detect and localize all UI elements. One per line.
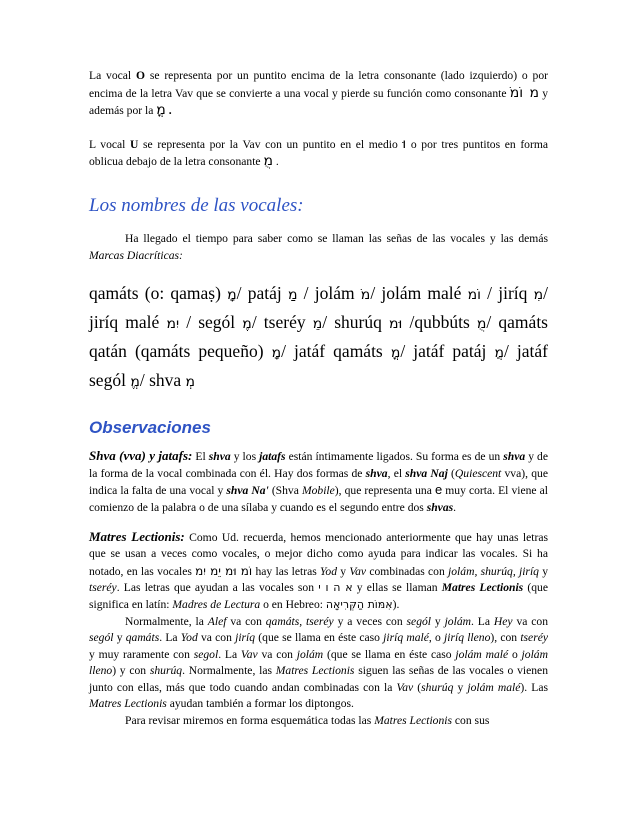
text: y bbox=[337, 564, 350, 578]
hebrew-glyph: ֹמ bbox=[529, 84, 539, 101]
text: Para revisar miremos en forma esquemática todas las bbox=[125, 714, 375, 728]
hebrew-glyph: מֵ bbox=[312, 316, 323, 333]
text: (Shva bbox=[268, 484, 302, 498]
text: Alef bbox=[207, 614, 227, 628]
vowel-name: / shurúq bbox=[322, 312, 390, 333]
text: va con bbox=[512, 614, 548, 628]
text: va con bbox=[257, 647, 297, 661]
text: Matres Lectionis bbox=[275, 664, 355, 678]
vowel-letter-u: U bbox=[130, 137, 139, 151]
hebrew-glyph: מָ bbox=[227, 287, 237, 304]
hebrew-glyph: וֹמ וּמ יֵמ יִמ bbox=[195, 563, 253, 578]
shva-paragraph bbox=[89, 448, 548, 516]
text: están íntimamente ligados. Su forma es de un bbox=[285, 450, 504, 464]
hebrew-glyph: ֻמ bbox=[263, 153, 273, 170]
text: , o bbox=[428, 631, 445, 645]
vowel-name-list bbox=[89, 280, 548, 396]
text: o por tres puntitos en forma oblicua debajo de la letra consonante bbox=[89, 137, 549, 169]
hebrew-glyph: וֹמ bbox=[509, 84, 524, 101]
text: Yod bbox=[320, 564, 337, 578]
text: se representa por un puntito encima de la letra consonante (lado izquierdo) o por encima de la letra Vav que se convierte a una vocal y pierde su función como consonante bbox=[89, 69, 548, 100]
text: Ha llegado el tiempo para saber como se llaman las señas de las vocales y las demás bbox=[125, 231, 548, 245]
text: jolám bbox=[296, 647, 324, 661]
hebrew-glyph: ֹמ bbox=[360, 287, 371, 304]
text: y muy raramente con bbox=[89, 647, 194, 661]
vowel-name: / tseréy bbox=[251, 312, 313, 333]
text: Matres Lectionis bbox=[374, 714, 453, 728]
text: tseréy bbox=[520, 631, 549, 645]
text: shva bbox=[503, 450, 526, 464]
text: combinadas con bbox=[366, 564, 449, 578]
hebrew-glyph: וֹמ bbox=[467, 287, 481, 304]
text: ). Las bbox=[520, 680, 549, 694]
text: jatafs bbox=[259, 450, 286, 464]
text: se representa por la Vav con un puntito en el medio bbox=[138, 137, 403, 151]
hebrew-glyph: מָ bbox=[271, 345, 282, 362]
text: Matres Lectionis bbox=[441, 581, 524, 595]
text: ). bbox=[392, 597, 400, 611]
text: Marcas Diacríticas: bbox=[89, 248, 183, 262]
text: shurúq bbox=[149, 664, 183, 678]
hebrew-glyph: מִ bbox=[533, 287, 544, 304]
text: tseréy bbox=[89, 581, 117, 595]
text: Mobile bbox=[301, 484, 335, 498]
text: con sus bbox=[452, 714, 490, 728]
text: El bbox=[192, 450, 209, 464]
hebrew-glyph: וּמ bbox=[389, 316, 403, 333]
text: va con bbox=[197, 631, 236, 645]
hebrew-glyph: מֶ bbox=[242, 316, 252, 333]
text: siguen las señas de las vocales o vienen junto con ellas, más que todo cuando andan combinadas con la bbox=[89, 664, 549, 694]
text: Vav bbox=[396, 680, 414, 694]
text: muy corta. El viene al comienzo de la palabra o de una sílaba y cuando es el segundo entre dos bbox=[89, 484, 548, 514]
text: Como Ud. recuerda, hemos mencionado anteriormente que hay unas letras que se usan a veces como vocales, o mejor dicho como ayuda para indicar las vocales. Si ha notado, en las vocales bbox=[89, 530, 549, 578]
runin-heading: Shva (vva) y jatafs: bbox=[89, 448, 193, 464]
text: Matres Lectionis bbox=[89, 697, 167, 711]
text: jiríq malé bbox=[383, 631, 429, 645]
text: shva bbox=[208, 450, 231, 464]
text: segol bbox=[193, 647, 219, 661]
text: L vocal bbox=[89, 137, 131, 151]
text: y bbox=[453, 680, 468, 694]
text: o bbox=[508, 647, 522, 661]
text: ayudan también a formar los diptongos. bbox=[166, 697, 354, 711]
text: segól bbox=[89, 631, 114, 645]
text: jolám bbox=[444, 614, 471, 628]
text: shva Naj bbox=[405, 466, 448, 480]
text: qamáts, tseréy bbox=[265, 614, 334, 628]
text: y a veces con bbox=[333, 614, 407, 628]
vowel-name: / jatáf patáj bbox=[400, 341, 495, 362]
text: y ellas se llaman bbox=[352, 581, 442, 595]
text: Vav bbox=[240, 647, 258, 661]
text: Normalmente, la bbox=[125, 614, 208, 628]
text: jolám malé bbox=[455, 647, 509, 661]
paragraph-vowel-u bbox=[89, 136, 548, 171]
text: (que se llama en éste caso bbox=[255, 631, 384, 645]
text: . Normalmente, las bbox=[182, 664, 276, 678]
text: o en Hebreo: bbox=[260, 597, 326, 611]
text: Vav bbox=[349, 564, 367, 578]
hebrew-glyph: יִמ bbox=[166, 316, 180, 333]
hebrew-glyph: מֱ bbox=[130, 374, 140, 391]
text: ( bbox=[447, 466, 455, 480]
text: (que significa en latín: bbox=[89, 581, 548, 611]
text: e bbox=[434, 482, 443, 498]
vowel-name: / shva bbox=[139, 370, 186, 391]
text: . Las letras que ayudan a las vocales son bbox=[116, 581, 319, 595]
text: qamáts bbox=[125, 631, 160, 645]
text: . La bbox=[471, 614, 494, 628]
text: y bbox=[538, 564, 549, 578]
text: hay las letras bbox=[252, 564, 321, 578]
hebrew-glyph: א ה ו י bbox=[318, 581, 353, 595]
text: . bbox=[453, 500, 457, 514]
hebrew-glyph: וּ bbox=[402, 135, 407, 152]
text: y bbox=[113, 631, 126, 645]
normalmente-paragraph bbox=[89, 614, 548, 714]
text: y los bbox=[230, 450, 260, 464]
text: Yod bbox=[180, 631, 198, 645]
text: jolám lleno bbox=[89, 647, 548, 678]
text: jiríq lleno bbox=[444, 631, 491, 645]
hebrew-glyph: מְ bbox=[185, 374, 196, 391]
text: ( bbox=[413, 680, 422, 694]
text: y de la forma de la vocal combinada con él. Hay dos formas de bbox=[89, 450, 548, 480]
text: . La bbox=[218, 647, 241, 661]
text: . bbox=[165, 104, 172, 118]
section-title: Los nombres de las vocales: bbox=[89, 194, 304, 216]
text: Hey bbox=[493, 614, 513, 628]
vowel-name: / patáj bbox=[236, 283, 288, 304]
vowel-name: qamáts (o: qamaṣ) bbox=[89, 283, 228, 304]
text: . La bbox=[159, 631, 181, 645]
document-page bbox=[89, 68, 548, 730]
vowel-letter-o: O bbox=[135, 69, 146, 82]
text: ), que representa una bbox=[334, 484, 435, 498]
text: shvas bbox=[426, 500, 454, 514]
text: jolám malé bbox=[467, 680, 521, 694]
text: y bbox=[431, 614, 445, 628]
hebrew-glyph: ֳמ bbox=[156, 102, 166, 119]
text: La vocal bbox=[89, 69, 136, 82]
vowel-name: /qubbúts bbox=[402, 312, 477, 333]
intro-paragraph bbox=[89, 231, 548, 264]
hebrew-glyph: אִמּוֹת הַקְּרִיאָה bbox=[325, 597, 393, 611]
vowel-name: / qamáts qatán (qamáts pequeño) bbox=[89, 312, 548, 362]
vowel-name: / jolám malé bbox=[370, 283, 468, 304]
vowel-name: / jatáf segól bbox=[89, 341, 548, 391]
text: segól bbox=[406, 614, 432, 628]
revisar-paragraph bbox=[89, 713, 548, 730]
hebrew-glyph: מֻ bbox=[476, 316, 487, 333]
observaciones-title: Observaciones bbox=[89, 418, 211, 438]
text: vva), que indica la falta de una vocal y bbox=[89, 466, 548, 498]
text: va con bbox=[226, 614, 266, 628]
text: Quiescent bbox=[454, 466, 502, 480]
text: , el bbox=[387, 466, 406, 480]
hebrew-glyph: מֳ bbox=[390, 345, 401, 362]
text: jolám, shurúq, jiríq bbox=[448, 564, 539, 578]
hebrew-glyph: מַ bbox=[287, 287, 298, 304]
runin-heading: Matres Lectionis: bbox=[89, 528, 185, 544]
text: ) y con bbox=[112, 664, 150, 678]
text: y además por la bbox=[89, 86, 548, 118]
text: shva Na' bbox=[226, 484, 269, 498]
vowel-name: / jolám bbox=[297, 283, 361, 304]
vowel-name: / jiríq malé bbox=[89, 283, 549, 333]
matres-paragraph bbox=[89, 529, 548, 614]
text: Madres de Lectura bbox=[172, 597, 261, 611]
text: (que se llama en éste caso bbox=[323, 647, 456, 661]
vowel-name: / jiríq bbox=[480, 283, 534, 304]
vowel-name: / segól bbox=[179, 312, 243, 333]
text: jiríq bbox=[235, 631, 256, 645]
paragraph-vowel-o bbox=[89, 68, 548, 120]
text: . bbox=[273, 155, 279, 169]
text: shva bbox=[365, 466, 388, 480]
hebrew-glyph: מֲ bbox=[494, 345, 504, 362]
vowel-name: / jatáf qamáts bbox=[281, 341, 391, 362]
text: shurúq bbox=[421, 680, 454, 694]
text: ), con bbox=[490, 631, 521, 645]
